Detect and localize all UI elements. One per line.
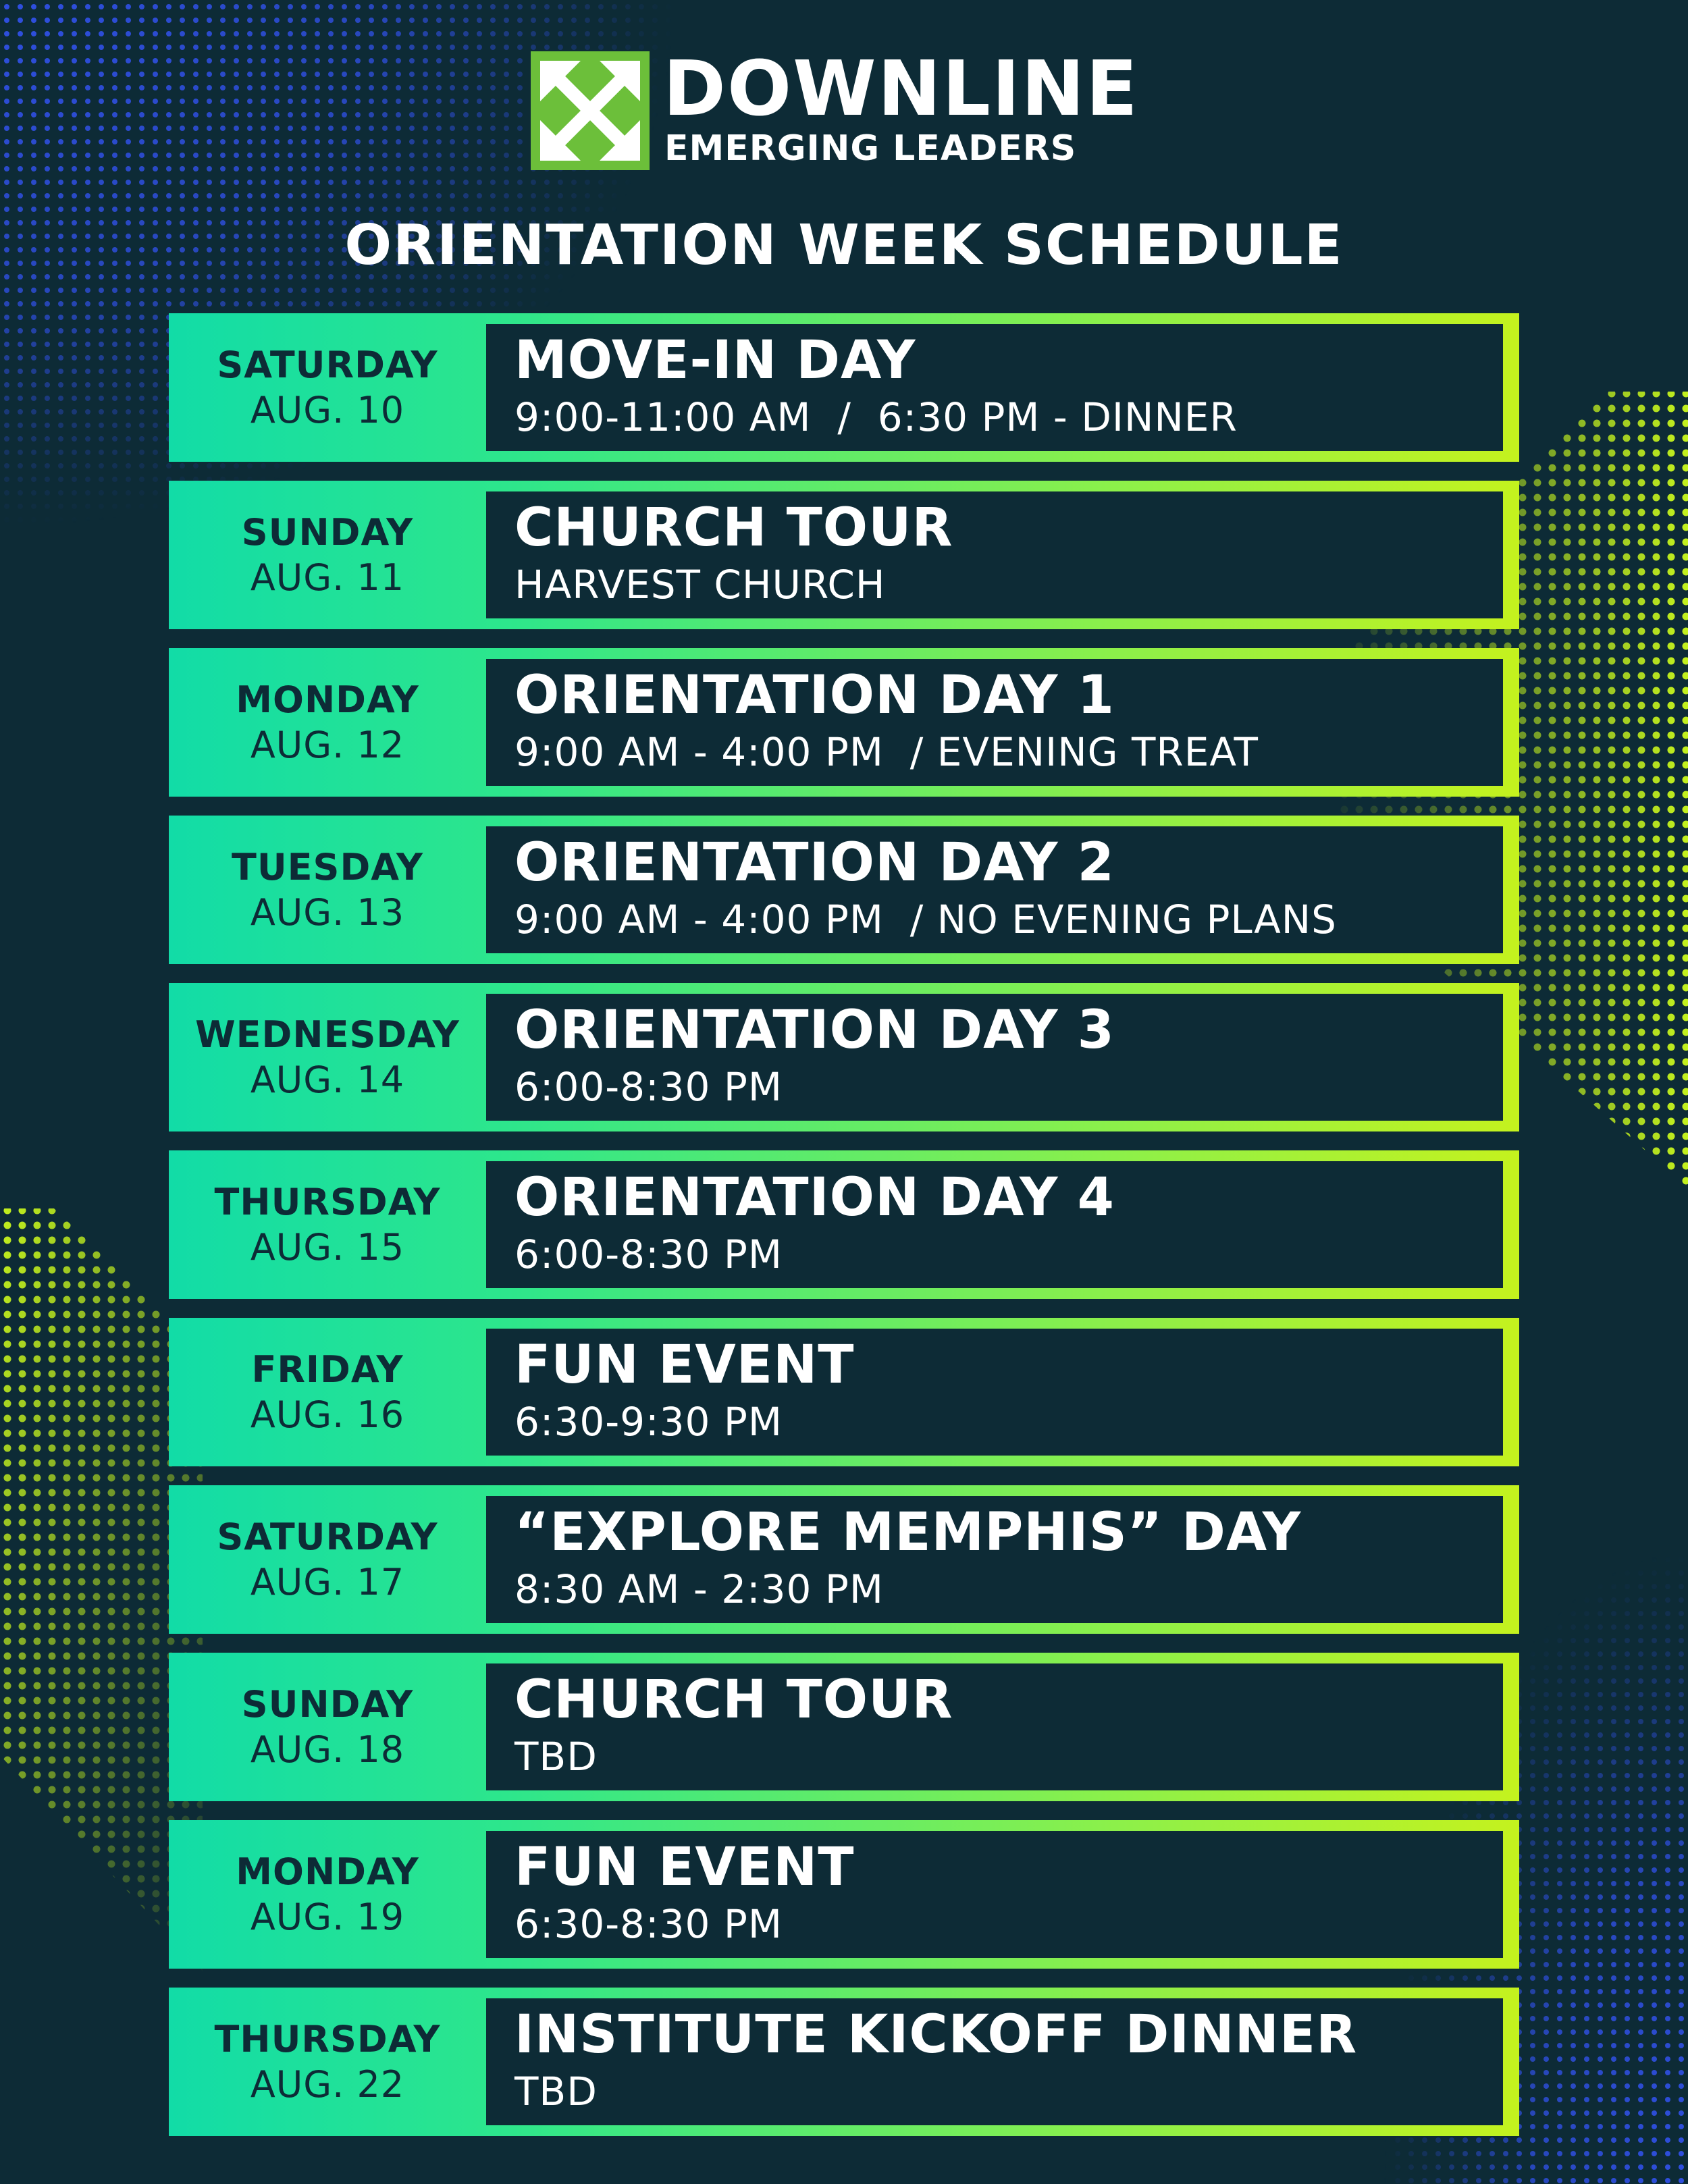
event-detail: 9:00 AM - 4:00 PM / NO EVENING PLANS [515, 896, 1337, 942]
event-title: ORIENTATION DAY 1 [515, 664, 1115, 726]
day-name: FRIDAY [251, 1348, 404, 1391]
event-cell [486, 324, 1503, 451]
schedule-row [169, 648, 1519, 797]
schedule-row [169, 983, 1519, 1131]
day-date: AUG. 17 [250, 1561, 405, 1603]
event-cell [486, 1161, 1503, 1288]
event-cell [486, 1496, 1503, 1623]
schedule-list [169, 313, 1519, 2155]
day-cell [169, 1820, 486, 1969]
day-cell [169, 1653, 486, 1801]
event-detail: 9:00 AM - 4:00 PM / EVENING TREAT [515, 728, 1259, 775]
day-name: SUNDAY [241, 1682, 414, 1726]
event-cell [486, 1831, 1503, 1958]
day-name: SATURDAY [217, 343, 438, 386]
event-detail: 6:00-8:30 PM [515, 1231, 783, 1277]
event-title: ORIENTATION DAY 3 [515, 999, 1115, 1061]
event-title: INSTITUTE KICKOFF DINNER [515, 2004, 1358, 2065]
event-cell [486, 994, 1503, 1121]
day-cell [169, 481, 486, 629]
day-cell [169, 816, 486, 964]
schedule-row [169, 1485, 1519, 1634]
day-cell [169, 1318, 486, 1466]
event-detail: 8:30 AM - 2:30 PM [515, 1566, 884, 1612]
event-cell [486, 491, 1503, 618]
day-cell [169, 1485, 486, 1634]
day-date: AUG. 22 [250, 2063, 405, 2106]
day-name: THURSDAY [214, 2017, 441, 2060]
schedule-row [169, 481, 1519, 629]
day-cell [169, 983, 486, 1131]
event-cell [486, 1663, 1503, 1790]
event-cell [486, 826, 1503, 953]
event-detail: 6:30-8:30 PM [515, 1900, 783, 1947]
day-cell [169, 648, 486, 797]
arrows-out-icon [531, 51, 650, 170]
schedule-row [169, 1820, 1519, 1969]
event-cell [486, 1329, 1503, 1456]
schedule-row [169, 1653, 1519, 1801]
day-date: AUG. 19 [250, 1896, 405, 1938]
day-date: AUG. 13 [250, 891, 405, 934]
event-detail: HARVEST CHURCH [515, 561, 886, 608]
event-title: ORIENTATION DAY 4 [515, 1167, 1115, 1228]
day-name: MONDAY [236, 678, 419, 721]
day-date: AUG. 10 [250, 389, 405, 431]
event-detail: TBD [515, 2068, 598, 2114]
day-date: AUG. 14 [250, 1059, 405, 1101]
event-title: CHURCH TOUR [515, 1669, 953, 1730]
event-title: FUN EVENT [515, 1334, 855, 1395]
event-cell [486, 1998, 1503, 2125]
event-title: “EXPLORE MEMPHIS” DAY [515, 1501, 1302, 1563]
day-cell [169, 313, 486, 462]
event-cell [486, 659, 1503, 786]
day-date: AUG. 16 [250, 1393, 405, 1436]
day-name: SUNDAY [241, 510, 414, 554]
brand-name: DOWNLINE [663, 45, 1139, 133]
day-cell [169, 1150, 486, 1299]
day-date: AUG. 12 [250, 724, 405, 766]
event-title: MOVE-IN DAY [515, 329, 916, 391]
event-title: ORIENTATION DAY 2 [515, 832, 1115, 893]
day-name: THURSDAY [214, 1180, 441, 1223]
day-date: AUG. 15 [250, 1226, 405, 1269]
schedule-row [169, 1318, 1519, 1466]
schedule-row [169, 816, 1519, 964]
day-name: SATURDAY [217, 1515, 438, 1558]
schedule-row [169, 1150, 1519, 1299]
day-name: MONDAY [236, 1850, 419, 1893]
day-cell [169, 1988, 486, 2136]
event-detail: 6:00-8:30 PM [515, 1063, 783, 1110]
day-name: TUESDAY [231, 845, 423, 888]
event-detail: TBD [515, 1733, 598, 1780]
event-detail: 9:00-11:00 AM / 6:30 PM - DINNER [515, 394, 1238, 440]
schedule-row [169, 313, 1519, 462]
day-name: WEDNESDAY [195, 1013, 460, 1056]
event-title: CHURCH TOUR [515, 497, 953, 558]
page-title: ORIENTATION WEEK SCHEDULE [344, 213, 1344, 277]
schedule-row [169, 1988, 1519, 2136]
day-date: AUG. 18 [250, 1728, 405, 1771]
event-title: FUN EVENT [515, 1836, 855, 1898]
event-detail: 6:30-9:30 PM [515, 1398, 783, 1445]
brand-tagline: EMERGING LEADERS [664, 128, 1077, 169]
day-date: AUG. 11 [250, 556, 405, 599]
